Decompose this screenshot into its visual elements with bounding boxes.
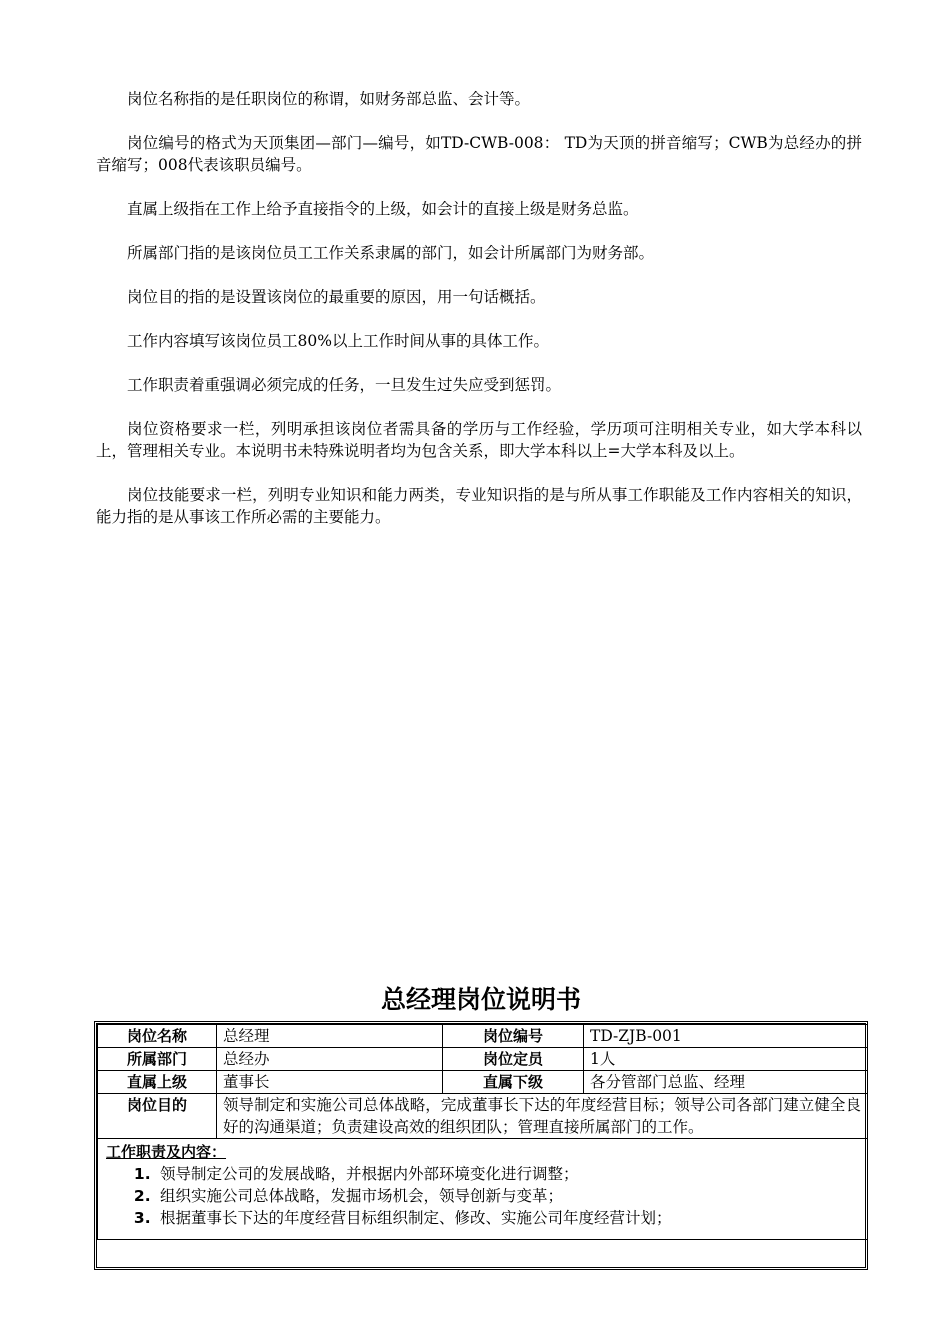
intro-paragraph: 岗位资格要求一栏，列明承担该岗位者需具备的学历与工作经验，学历项可注明相关专业，如大学本科以上，管理相关专业。本说明书未特殊说明者均为包含关系，即大学本科以上=大学本科及以上。: [96, 420, 862, 460]
position-code-label: 岗位编号: [443, 1025, 584, 1048]
intro-paragraph: 工作内容填写该岗位员工80%以上工作时间从事的具体工作。: [127, 332, 549, 350]
intro-paragraph: 岗位编号的格式为天顶集团—部门—编号，如TD-CWB-008： TD为天顶的拼音缩写；CWB为总经办的拼音缩写；008代表该职员编号。: [96, 134, 862, 174]
department-value: 总经办: [217, 1048, 443, 1071]
table-row: [98, 1025, 868, 1048]
position-name-value: 总经理: [217, 1025, 443, 1048]
instructions-text: [96, 88, 862, 550]
supervisor-label: 直属上级: [98, 1071, 217, 1094]
document-title: 总经理岗位说明书: [380, 985, 581, 1014]
job-description-table: [96, 1023, 866, 1268]
position-code-value: TD-ZJB-001: [584, 1025, 868, 1048]
list-item: 1. 领导制定公司的发展战略，并根据内外部环境变化进行调整；: [156, 1163, 859, 1185]
intro-paragraph: 所属部门指的是该岗位员工工作关系隶属的部门，如会计所属部门为财务部。: [127, 244, 655, 262]
duties-cell: [98, 1139, 868, 1240]
intro-paragraph: 岗位目的指的是设置该岗位的最重要的原因，用一句话概括。: [127, 288, 546, 306]
duties-list: [106, 1163, 859, 1229]
purpose-label: 岗位目的: [98, 1094, 217, 1139]
purpose-text: 领导制定和实施公司总体战略，完成董事长下达的年度经营目标；领导公司各部门建立健全良好的沟通渠道；负责建设高效的组织团队；管理直接所属部门的工作。: [217, 1094, 868, 1139]
table-row: [98, 1048, 868, 1071]
intro-paragraph: 岗位技能要求一栏，列明专业知识和能力两类，专业知识指的是与所从事工作职能及工作内容相关的知识，能力指的是从事该工作所必需的主要能力。: [96, 486, 862, 526]
headcount-value: 1人: [584, 1048, 868, 1071]
subordinates-label: 直属下级: [443, 1071, 584, 1094]
intro-paragraph: 岗位名称指的是任职岗位的称谓，如财务部总监、会计等。: [127, 90, 531, 108]
department-label: 所属部门: [98, 1048, 217, 1071]
position-name-label: 岗位名称: [98, 1025, 217, 1048]
table-row: [98, 1071, 868, 1094]
subordinates-value: 各分管部门总监、经理: [584, 1071, 868, 1094]
table-row: [98, 1139, 868, 1240]
table-row: [98, 1094, 868, 1139]
supervisor-value: 董事长: [217, 1071, 443, 1094]
list-item: 3. 根据董事长下达的年度经营目标组织制定、修改、实施公司年度经营计划；: [156, 1207, 859, 1229]
list-item: 2. 组织实施公司总体战略，发掘市场机会，领导创新与变革；: [156, 1185, 859, 1207]
intro-paragraph: 直属上级指在工作上给予直接指令的上级，如会计的直接上级是财务总监。: [127, 200, 639, 218]
duties-heading: 工作职责及内容：: [106, 1143, 227, 1161]
intro-paragraph: 工作职责着重强调必须完成的任务，一旦发生过失应受到惩罚。: [127, 376, 562, 394]
headcount-label: 岗位定员: [443, 1048, 584, 1071]
